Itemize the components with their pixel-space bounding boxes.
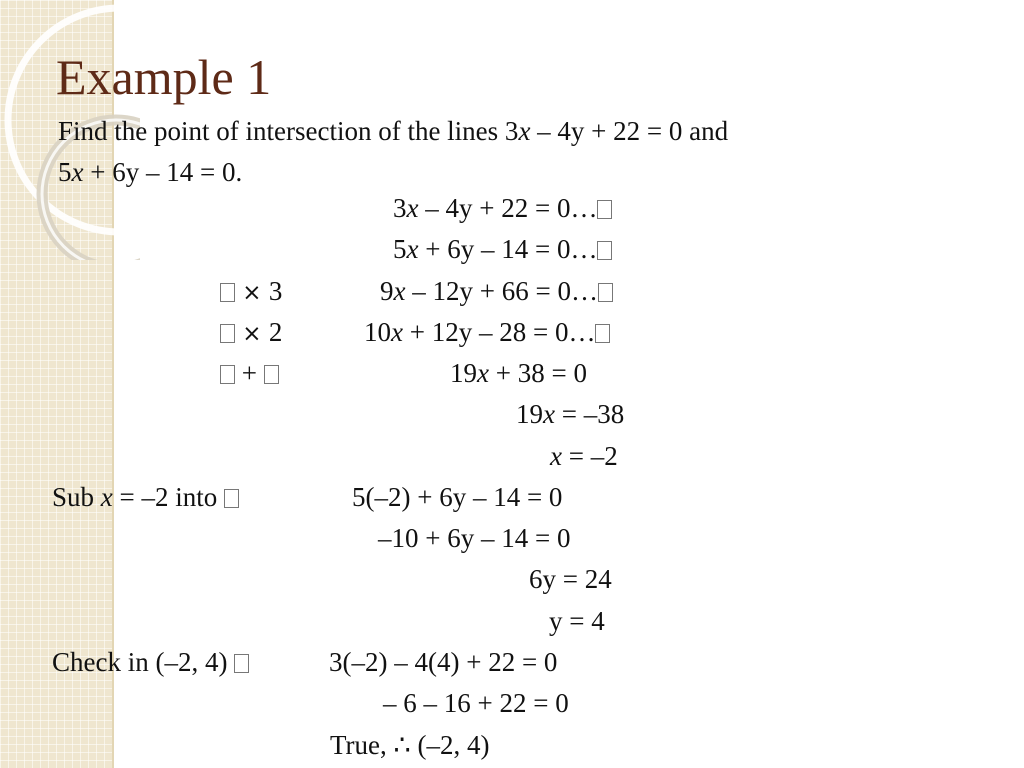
var-x: x [518, 116, 531, 146]
empty-box-icon [595, 324, 610, 343]
problem-text: 5 [58, 157, 72, 187]
eq-coef: 3 [393, 193, 407, 223]
eq-rest: + 38 = 0 [488, 358, 587, 388]
factor: 3 [268, 276, 283, 306]
var-x: x [477, 358, 489, 388]
var-x: x [550, 441, 562, 471]
var-x: x [100, 482, 113, 512]
problem-line-1 [58, 115, 728, 147]
equation-11: y = 4 [549, 606, 605, 636]
eq-coef: 19 [450, 358, 477, 388]
check-text: Check in (–2, 4) [52, 647, 235, 677]
eq-coef: 19 [516, 399, 543, 429]
empty-box-icon [597, 241, 612, 260]
eq-rest: = –38 [554, 399, 625, 429]
conclusion: True, ∴ (–2, 4) [330, 730, 490, 760]
equation-8: 5(–2) + 6y – 14 = 0 [352, 482, 563, 512]
sub-text: Sub [52, 482, 101, 512]
equation-2 [393, 233, 612, 265]
var-x: x [543, 399, 555, 429]
problem-text: + 6y – 14 = 0. [83, 157, 243, 187]
eq-coef: 5 [393, 234, 407, 264]
empty-box-icon [220, 283, 235, 302]
equation-10: 6y = 24 [529, 564, 612, 594]
operation-multiply-3 [220, 275, 282, 309]
slide-title: Example 1 [56, 49, 272, 105]
empty-box-icon [220, 365, 235, 384]
empty-box-icon [598, 283, 613, 302]
empty-box-icon [597, 200, 612, 219]
plus-symbol: + [235, 358, 264, 388]
var-x: x [71, 157, 84, 187]
equation-1 [393, 192, 612, 224]
equation-6 [516, 398, 624, 430]
eq-rest: + 6y – 14 = 0… [418, 234, 598, 264]
equation-9: –10 + 6y – 14 = 0 [378, 523, 571, 553]
operation-multiply-2 [220, 316, 282, 350]
equation-4 [364, 316, 610, 348]
times-symbol: × [235, 321, 269, 347]
substitution-label [52, 481, 239, 513]
equation-7 [550, 440, 618, 472]
factor: 2 [268, 317, 283, 347]
eq-coef: 10 [364, 317, 391, 347]
eq-rest: + 12y – 28 = 0… [402, 317, 596, 347]
equation-5 [450, 357, 587, 389]
equation-12: 3(–2) – 4(4) + 22 = 0 [329, 647, 558, 677]
empty-box-icon [220, 324, 235, 343]
times-symbol: × [235, 280, 269, 306]
equation-13: – 6 – 16 + 22 = 0 [383, 688, 569, 718]
check-label [52, 646, 249, 678]
problem-line-2 [58, 156, 242, 188]
empty-box-icon [234, 654, 249, 673]
eq-rest: – 12y + 66 = 0… [405, 276, 598, 306]
problem-text: Find the point of intersection of the lines 3 [58, 116, 519, 146]
equation-3 [380, 275, 613, 307]
eq-rest: = –2 [561, 441, 618, 471]
problem-text: – 4y + 22 = 0 and [530, 116, 729, 146]
eq-rest: – 4y + 22 = 0… [418, 193, 598, 223]
var-x: x [391, 317, 403, 347]
sub-text: = –2 into [112, 482, 224, 512]
empty-box-icon [224, 489, 239, 508]
empty-box-icon [264, 365, 279, 384]
var-x: x [406, 234, 419, 264]
operation-add [220, 357, 279, 389]
eq-coef: 9 [380, 276, 394, 306]
var-x: x [393, 276, 406, 306]
var-x: x [406, 193, 419, 223]
